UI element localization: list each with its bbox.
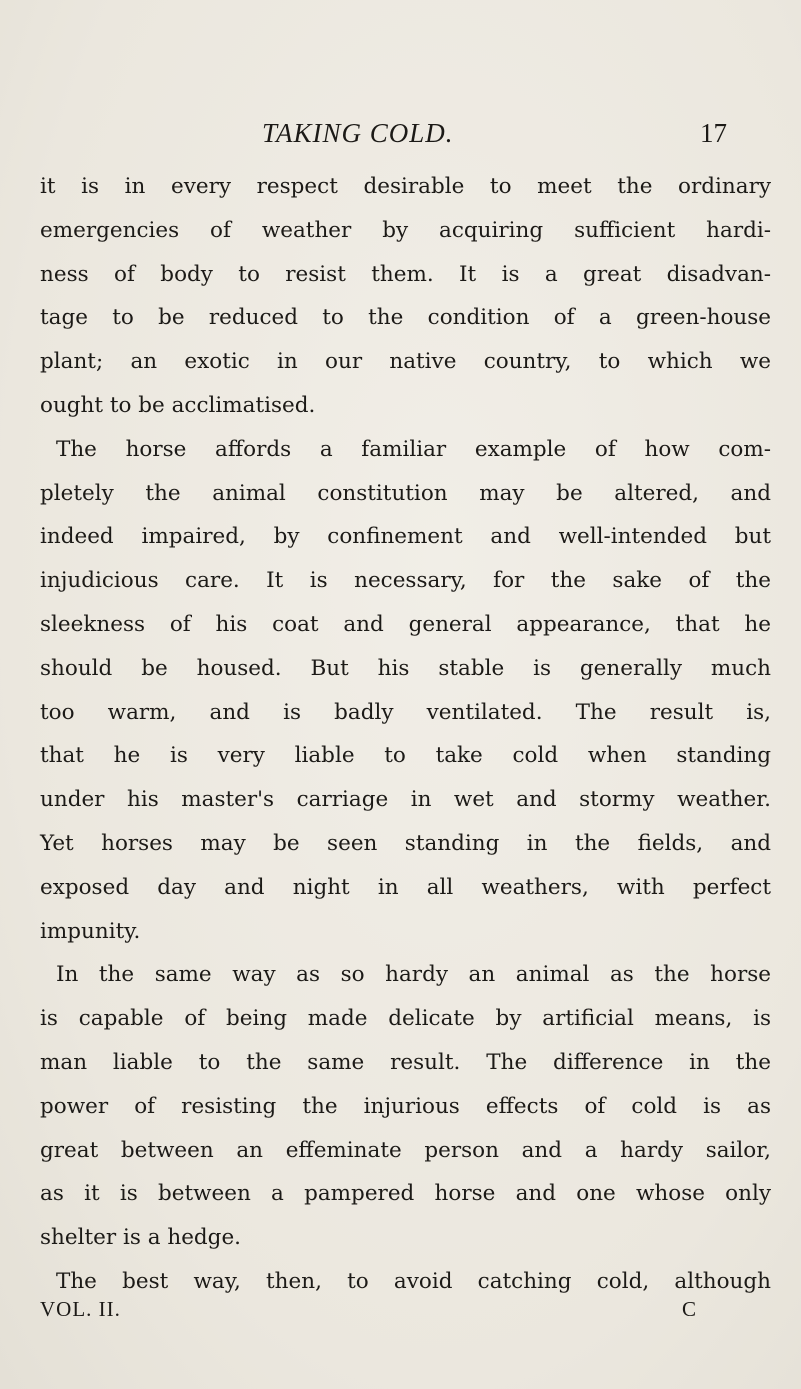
text-line: Yet horses may be seen standing in the fields, and (40, 831, 771, 856)
text-line: pletely the animal constitution may be altered, and (40, 480, 771, 506)
text-line: too warm, and is badly ventilated. The result is, (40, 699, 771, 725)
text-line: emergencies of weather by acquiring sufficient hardi- (40, 217, 771, 243)
text-line: that he is very liable to take cold when standing (40, 743, 771, 769)
text-line: should be housed. But his stable is generally much (40, 655, 771, 681)
text-line: shelter is a hedge. (40, 1225, 242, 1251)
text-line: is capable of being made delicate by artificial means, is (40, 1006, 771, 1032)
text-line: plant; an exotic in our native country, to which we (40, 349, 771, 375)
running-head (0, 118, 801, 158)
text-line: The best way, then, to avoid catching cold, although (56, 1269, 771, 1294)
text-line: indeed impaired, by confinement and well-intended but (40, 524, 771, 550)
text-line: exposed day and night in all weathers, with perfect (40, 874, 771, 900)
running-title: TAKING COLD. (262, 118, 454, 148)
page-number: 17 (700, 118, 727, 148)
text-line: tage to be reduced to the condition of a green-house (40, 305, 771, 331)
text-line: under his master's carriage in wet and stormy weather. (40, 787, 771, 813)
text-line: man liable to the same result. The difference in the (40, 1050, 771, 1075)
text-line: great between an effeminate person and a hardy sailor, (40, 1137, 771, 1163)
text-line: sleekness of his coat and general appearance, that he (40, 612, 771, 637)
text-line: impunity. (40, 918, 141, 944)
text-line: power of resisting the injurious effects of cold is as (40, 1093, 771, 1119)
signature-mark: C (682, 1297, 697, 1321)
page-footer (0, 1297, 801, 1327)
text-line: In the same way as so hardy an animal as the horse (56, 962, 771, 988)
text-line: as it is between a pampered horse and one whose only (40, 1181, 771, 1207)
text-line: it is in every respect desirable to meet the ordinary (40, 174, 771, 199)
text-line: ness of body to resist them. It is a great disadvan- (40, 261, 771, 287)
text-line: injudicious care. It is necessary, for the sake of the (40, 568, 771, 594)
text-line: The horse affords a familiar example of how com- (56, 436, 771, 462)
text-line: ought to be acclimatised. (40, 393, 316, 418)
volume-mark: VOL. II. (40, 1297, 121, 1321)
